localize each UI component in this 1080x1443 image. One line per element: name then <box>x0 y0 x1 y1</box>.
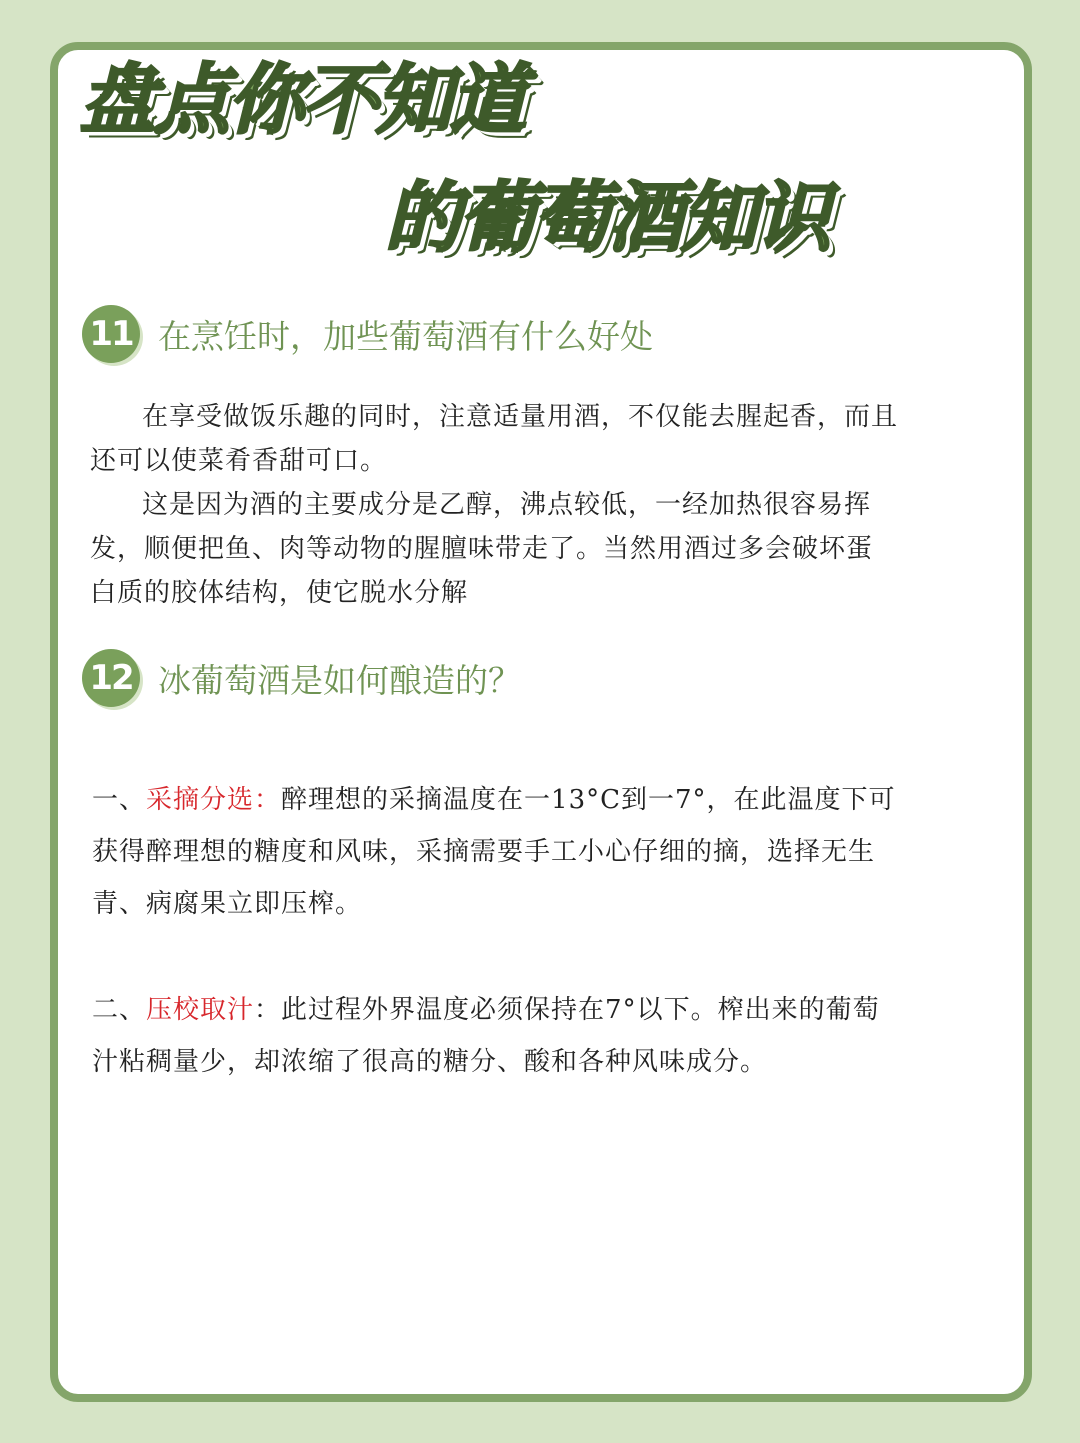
section-2-number-badge: 12 <box>82 649 140 707</box>
section-1-heading: 在烹饪时，加些葡萄酒有什么好处 <box>158 316 653 356</box>
section-1-paragraph-1: 在享受做饭乐趣的同时，注意适量用酒，不仅能去腥起香，而且还可以使菜肴香甜可口。 <box>90 402 899 476</box>
item-1-text: 醉理想的采摘温度在一13°C到一7°，在此温度下可获得醉理想的糖度和风味，采摘需要手工小心仔细的摘，选择无生青、病腐果立即压榨。 <box>92 785 896 919</box>
section-2-heading: 冰葡萄酒是如何酿造的？ <box>158 660 521 700</box>
section-1-paragraph-2: 这是因为酒的主要成分是乙醇，沸点较低，一经加热很容易挥发，顺便把鱼、肉等动物的腥膻味带走了。当然用酒过多会破坏蛋白质的胶体结构，使它脱水分解 <box>90 490 874 608</box>
item-2-text: ：此过程外界温度必须保持在7°以下。榨出来的葡萄汁粘稠量少，却浓缩了很高的糖分、酸和各种风味成分。 <box>92 995 880 1077</box>
section-2-item-1 <box>92 774 898 930</box>
section-1-number-badge: 11 <box>82 305 140 363</box>
item-2-prefix: 二、 <box>92 995 147 1025</box>
section-1-header <box>82 305 653 363</box>
section-2-header <box>82 649 521 707</box>
title-line-1: 盘点你不知道 <box>80 55 524 144</box>
item-1-label: 采摘分选： <box>146 785 282 815</box>
section-1-body <box>90 395 898 615</box>
item-1-prefix: 一、 <box>92 785 147 815</box>
title-line-2: 的葡萄酒知识 <box>385 173 829 262</box>
item-2-label: 压校取汁 <box>146 995 255 1025</box>
section-2-item-2 <box>92 984 898 1088</box>
